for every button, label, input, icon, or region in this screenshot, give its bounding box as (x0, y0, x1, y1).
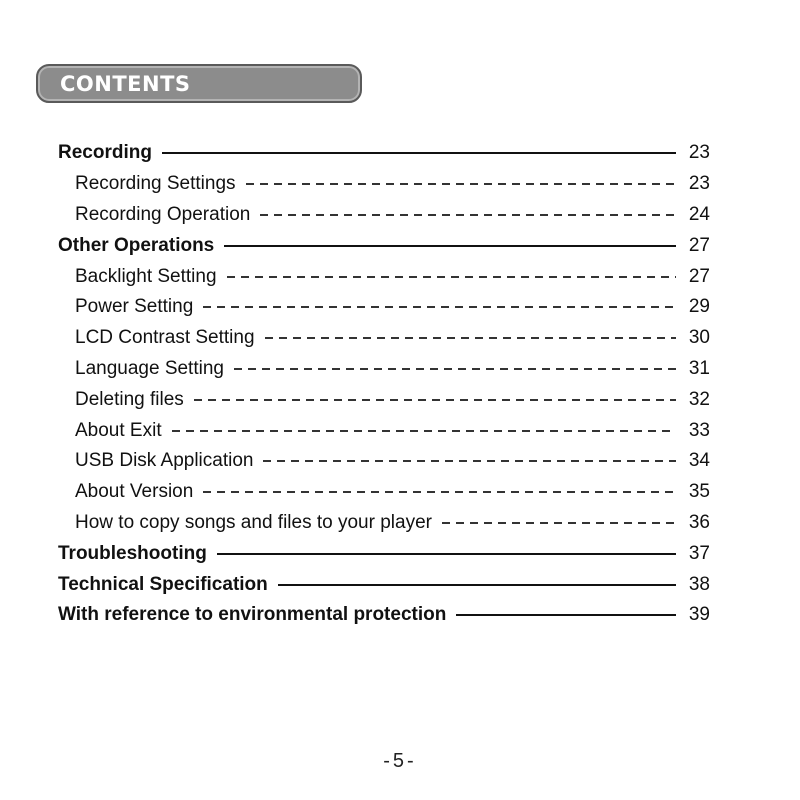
toc-entry-page: 34 (688, 450, 710, 472)
toc-entry-label: LCD Contrast Setting (75, 327, 255, 349)
toc-entry-label: About Exit (75, 419, 162, 441)
toc-leader-line (217, 553, 676, 555)
toc-entry-label: USB Disk Application (75, 450, 254, 472)
toc-entry-page: 27 (688, 265, 710, 287)
toc-leader-dashes (442, 522, 676, 524)
contents-banner (36, 64, 362, 103)
toc-entry-page: 37 (688, 542, 710, 564)
toc-leader-dashes (194, 399, 676, 401)
toc-entry-label: Other Operations (58, 234, 215, 256)
toc-entry-about-exit (58, 415, 710, 446)
toc-entry-page: 29 (688, 296, 710, 318)
toc-entry-recording-settings (58, 169, 710, 200)
toc-entry-label: With reference to environmental protection (58, 604, 447, 626)
toc-entry-page: 38 (688, 573, 710, 595)
toc-entry-backlight-setting (58, 261, 710, 292)
toc-leader-line (456, 614, 676, 616)
toc-entry-environmental-protection (58, 600, 710, 631)
page-title: CONTENTS (60, 72, 191, 96)
toc-entry-recording-operation (58, 200, 710, 231)
toc-leader-dashes (203, 491, 676, 493)
toc-leader-dashes (260, 214, 676, 216)
toc-leader-line (224, 245, 676, 247)
toc-entry-page: 35 (688, 481, 710, 503)
toc-entry-other-operations (58, 230, 710, 261)
table-of-contents (58, 138, 710, 631)
toc-entry-language-setting (58, 354, 710, 385)
toc-entry-technical-specification (58, 569, 710, 600)
page-number: -5- (383, 750, 417, 772)
toc-entry-page: 36 (688, 511, 710, 533)
toc-entry-label: Deleting files (75, 388, 184, 410)
toc-entry-label: Recording Settings (75, 173, 236, 195)
toc-entry-page: 24 (688, 203, 710, 225)
toc-entry-label: Power Setting (75, 296, 194, 318)
toc-leader-dashes (227, 276, 676, 278)
toc-leader-dashes (172, 430, 676, 432)
toc-entry-page: 23 (688, 142, 710, 164)
toc-entry-page: 33 (688, 419, 710, 441)
toc-entry-label: Technical Specification (58, 573, 268, 595)
toc-entry-deleting-files (58, 384, 710, 415)
toc-entry-page: 32 (688, 388, 710, 410)
toc-entry-about-version (58, 477, 710, 508)
toc-leader-dashes (263, 460, 676, 462)
toc-entry-page: 31 (688, 357, 710, 379)
toc-leader-line (162, 152, 676, 154)
toc-entry-label: Recording Operation (75, 203, 251, 225)
toc-entry-label: About Version (75, 481, 194, 503)
toc-entry-label: How to copy songs and files to your player (75, 511, 432, 533)
toc-entry-recording (58, 138, 710, 169)
toc-entry-label: Language Setting (75, 357, 224, 379)
toc-entry-page: 30 (688, 327, 710, 349)
toc-entry-power-setting (58, 292, 710, 323)
toc-leader-dashes (265, 337, 676, 339)
toc-entry-label: Backlight Setting (75, 265, 217, 287)
toc-entry-lcd-contrast-setting (58, 323, 710, 354)
toc-entry-copy-songs (58, 508, 710, 539)
toc-leader-dashes (234, 368, 676, 370)
toc-entry-label: Recording (58, 142, 152, 164)
toc-leader-dashes (203, 306, 676, 308)
toc-leader-line (278, 584, 676, 586)
toc-entry-page: 23 (688, 173, 710, 195)
toc-entry-page: 27 (688, 234, 710, 256)
toc-entry-troubleshooting (58, 538, 710, 569)
toc-entry-usb-disk-application (58, 446, 710, 477)
toc-entry-page: 39 (688, 604, 710, 626)
toc-entry-label: Troubleshooting (58, 542, 207, 564)
toc-leader-dashes (246, 183, 676, 185)
